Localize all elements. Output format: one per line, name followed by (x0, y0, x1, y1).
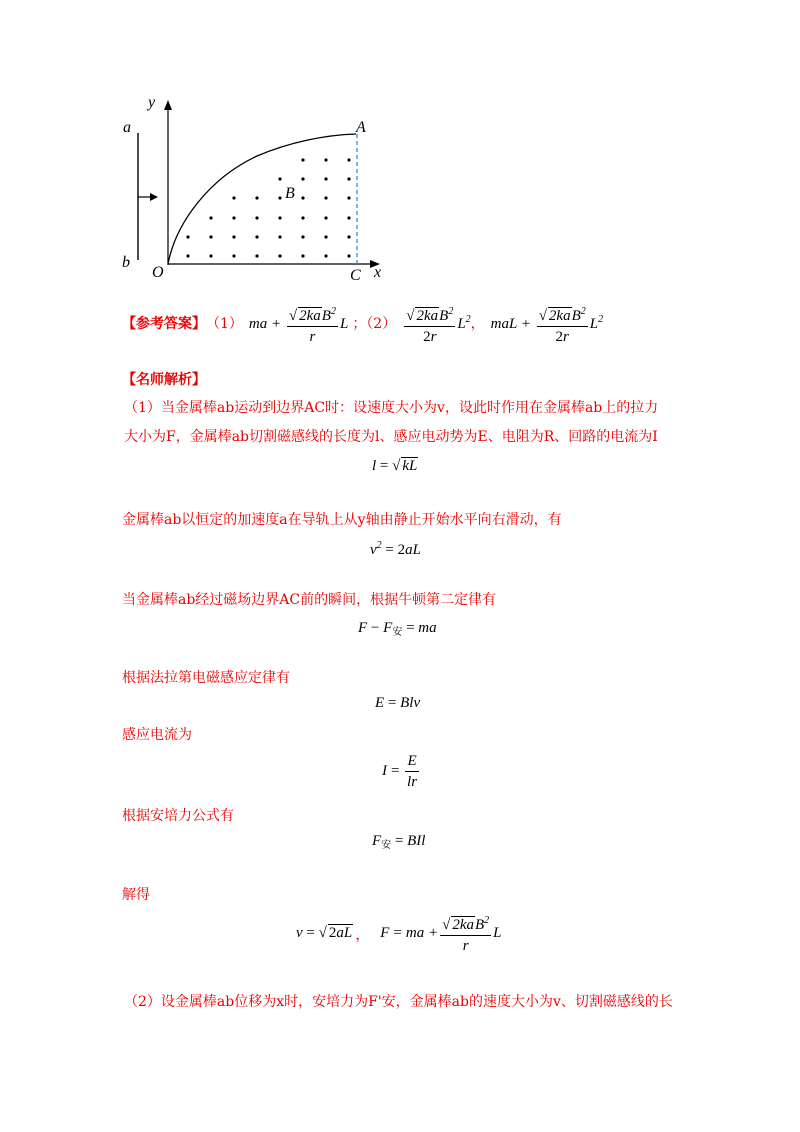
field-dot (324, 158, 327, 161)
label-y: y (148, 94, 156, 111)
physics-figure (110, 90, 410, 285)
analysis-p2: 金属棒ab以恒定的加速度a在导轨上从y轴由静止开始水平向右滑动，有 (122, 512, 562, 528)
equation-7 (296, 912, 502, 955)
field-dot (301, 216, 304, 219)
field-dot (209, 254, 212, 257)
label-b-rail: b (122, 254, 130, 271)
field-dot (347, 196, 350, 199)
magnetic-field-dots (186, 158, 350, 257)
field-dot (324, 177, 327, 180)
field-dot (232, 216, 235, 219)
field-dot (324, 235, 327, 238)
equation-7a: v = √ 2aL (296, 925, 353, 941)
field-dot (278, 254, 281, 257)
analysis-p1-line2: 大小为F，金属棒ab切割磁感线的长度为l、感应电动势为E、电阻为R、回路的电流为I (124, 429, 658, 445)
label-a-rail: a (123, 119, 131, 136)
answer-heading: 【参考答案】 (122, 316, 206, 332)
analysis-p1-line1: （1）当金属棒ab运动到边界AC时：设速度大小为v，设此时作用在金属棒ab上的拉力 (124, 400, 659, 416)
field-dot (278, 235, 281, 238)
answer-row (122, 303, 603, 345)
field-dot (301, 254, 304, 257)
field-dot (232, 235, 235, 238)
answer-part2-label: ；（2） (352, 316, 397, 332)
analysis-p6: 根据安培力公式有 (122, 808, 234, 824)
analysis-p4: 根据法拉第电磁感应定律有 (122, 670, 290, 686)
equation-7b: F = ma + $\frac{√ 2kaB^2}{r}$ L (380, 912, 501, 955)
field-dot (347, 235, 350, 238)
field-dot (324, 216, 327, 219)
label-B: B (285, 185, 295, 202)
analysis-heading: 【名师解析】 (122, 372, 206, 388)
field-dot (255, 196, 258, 199)
equation-5: I = $\frac{E}{lr}$ (382, 753, 418, 790)
answer-part1-label: （1） (206, 316, 243, 332)
equation-7-comma: ， (355, 927, 371, 943)
field-dot (347, 177, 350, 180)
boundary-curve (168, 134, 356, 264)
analysis-p8: （2）设金属棒ab位移为x时，安培力为F'安，金属棒ab的速度大小为v、切割磁感线的长 (124, 994, 673, 1010)
y-axis-arrow (164, 100, 172, 110)
field-dot (209, 235, 212, 238)
field-dot (255, 235, 258, 238)
field-dot (278, 196, 281, 199)
rail-field-diagram (110, 90, 410, 285)
field-dot (255, 216, 258, 219)
velocity-arrow-head (150, 193, 158, 201)
equation-2: $v^2 = 2aL$ (370, 540, 421, 558)
field-dot (324, 196, 327, 199)
equation-6: $F_安$ = BIl (372, 833, 426, 851)
label-O: O (152, 264, 164, 281)
equation-3: $F - F_安$ = ma (358, 620, 437, 638)
answer-comma: ， (470, 316, 485, 332)
field-dot (232, 254, 235, 257)
field-dot (209, 216, 212, 219)
equation-4: E = Blv (375, 695, 421, 711)
answer-2a-formula: $\frac{√ 2kaB^2}{2r}$ $L^2$ (402, 303, 470, 346)
label-x: x (374, 264, 382, 281)
analysis-p3: 当金属棒ab经过磁场边界AC前的瞬间，根据牛顿第二定律有 (122, 592, 497, 608)
field-dot (301, 158, 304, 161)
field-dot (278, 177, 281, 180)
field-dot (186, 235, 189, 238)
field-dot (301, 177, 304, 180)
field-dot (301, 235, 304, 238)
field-dot (301, 196, 304, 199)
field-dot (278, 216, 281, 219)
field-dot (232, 196, 235, 199)
answer-1-formula: ma + $\frac{√ 2kaB^2}{r}$ L (249, 303, 348, 346)
field-dot (186, 254, 189, 257)
label-A: A (356, 119, 366, 136)
field-dot (255, 254, 258, 257)
field-dot (347, 216, 350, 219)
analysis-p7: 解得 (122, 887, 150, 903)
field-dot (324, 254, 327, 257)
analysis-p5: 感应电流为 (122, 727, 192, 743)
label-C: C (350, 267, 361, 284)
answer-2b-formula: maL + $\frac{√ 2kaB^2}{2r}$ $L^2$ (491, 303, 603, 346)
field-dot (347, 158, 350, 161)
field-dot (347, 254, 350, 257)
equation-1: l = √ kL (372, 458, 418, 474)
